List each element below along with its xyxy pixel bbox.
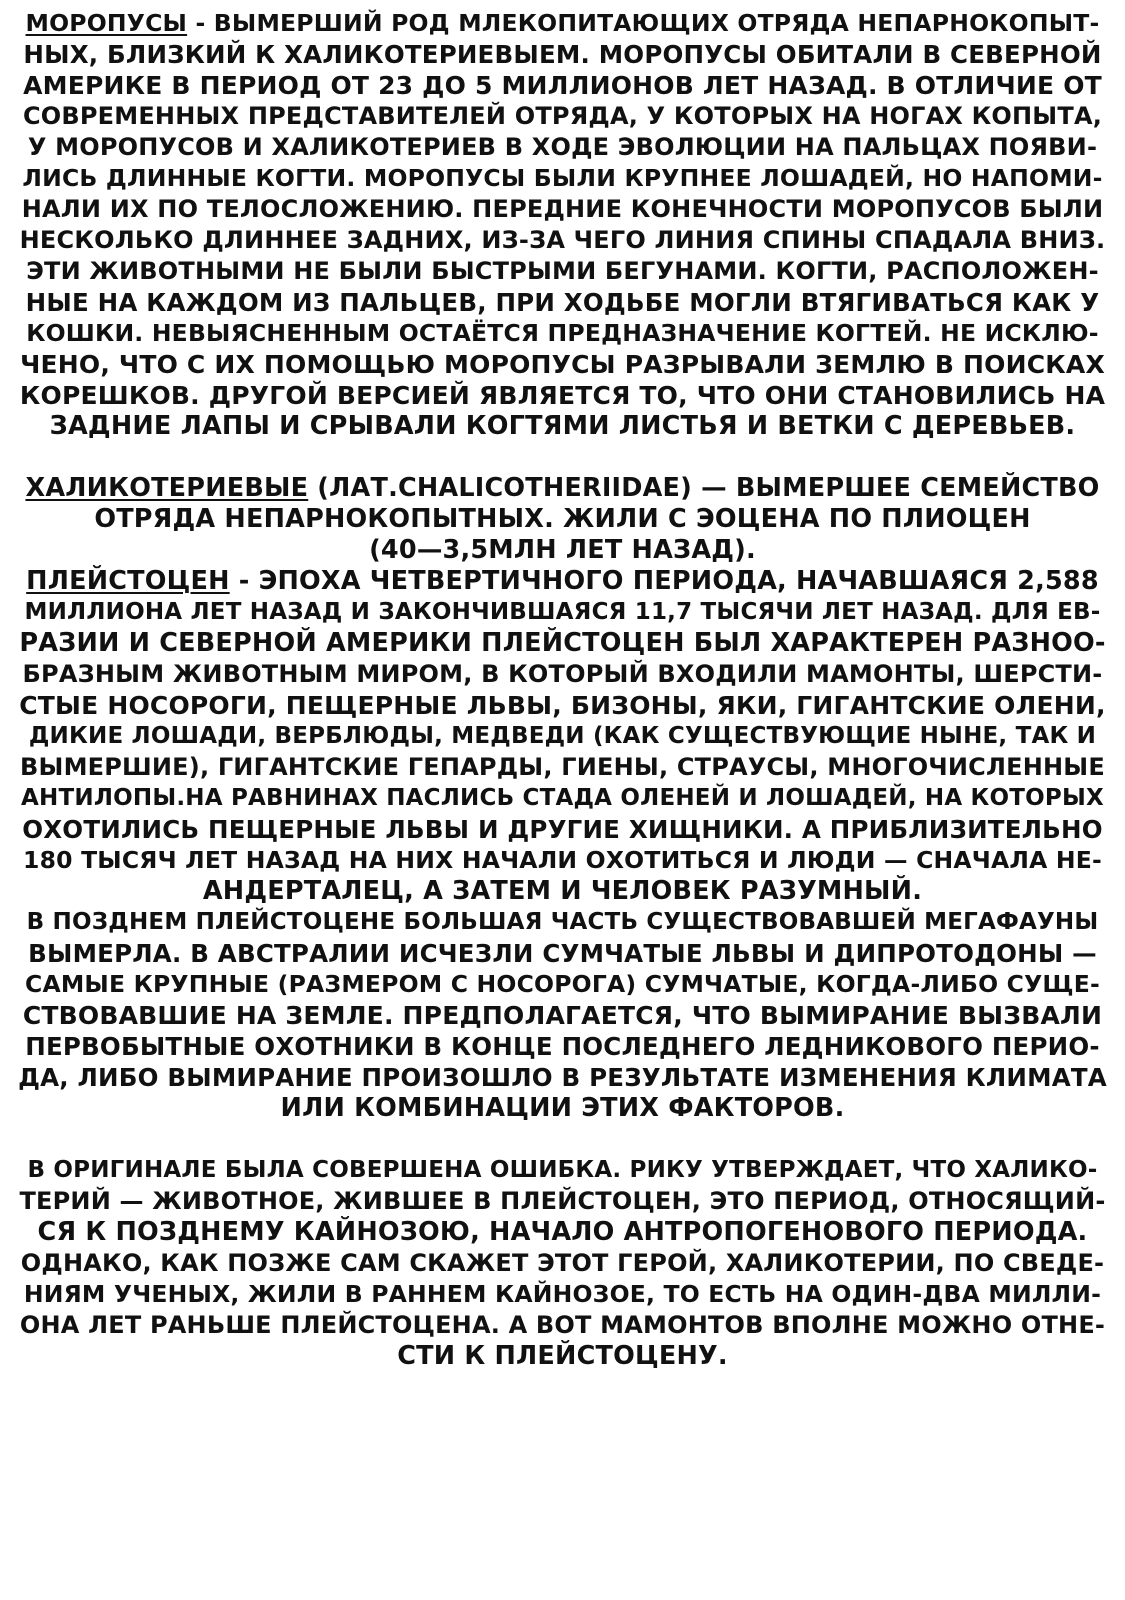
note-line: ИЛИ КОМБИНАЦИИ ЭТИХ ФАКТОРОВ. xyxy=(280,1093,845,1123)
note-line: СТИ К ПЛЕЙСТОЦЕНУ. xyxy=(397,1341,728,1371)
note-line: 180 ТЫСЯЧ ЛЕТ НАЗАД НА НИХ НАЧАЛИ ОХОТИТЬСЯ И ЛЮДИ — СНАЧАЛА НЕ- xyxy=(23,846,1102,874)
note-moropus xyxy=(18,8,1107,442)
note-line: КОШКИ. НЕВЫЯСНЕННЫМ ОСТАЁТСЯ ПРЕДНАЗНАЧЕНИЕ КОГТЕЙ. НЕ ИСКЛЮ- xyxy=(26,319,1099,347)
note-line: СТВОВАВШИЕ НА ЗЕМЛЕ. ПРЕДПОЛАГАЕТСЯ, ЧТО ВЫМИРАНИЕ ВЫЗВАЛИ xyxy=(22,1001,1103,1030)
note-line: КОРЕШКОВ. ДРУГОЙ ВЕРСИЕЙ ЯВЛЯЕТСЯ ТО, ЧТО ОНИ СТАНОВИЛИСЬ НА xyxy=(19,381,1106,410)
note-line-text: - ВЫМЕРШИЙ РОД МЛЕКОПИТАЮЩИХ ОТРЯДА НЕПАРНОКОПЫТ- xyxy=(187,9,1100,37)
note-line: МИЛЛИОНА ЛЕТ НАЗАД И ЗАКОНЧИВШАЯСЯ 11,7 ТЫСЯЧИ ЛЕТ НАЗАД. ДЛЯ ЕВ- xyxy=(24,599,1101,625)
note-line: АМЕРИКЕ В ПЕРИОД ОТ 23 ДО 5 МИЛЛИОНОВ ЛЕТ НАЗАД. В ОТЛИЧИЕ ОТ xyxy=(23,71,1102,100)
note-line: ВЫМЕРШИЕ), ГИГАНТСКИЕ ГЕПАРДЫ, ГИЕНЫ, СТРАУСЫ, МНОГОЧИСЛЕННЫЕ xyxy=(20,753,1105,781)
note-line: ОХОТИЛИСЬ ПЕЩЕРНЫЕ ЛЬВЫ И ДРУГИЕ ХИЩНИКИ. А ПРИБЛИЗИТЕЛЬНО xyxy=(22,815,1103,844)
term-pleistocene: ПЛЕЙСТОЦЕН xyxy=(26,566,230,596)
note-line xyxy=(18,473,1107,504)
note-line: НЕСКОЛЬКО ДЛИННЕЕ ЗАДНИХ, ИЗ-ЗА ЧЕГО ЛИНИЯ СПИНЫ СПАДАЛА ВНИЗ. xyxy=(19,226,1106,254)
note-line: У МОРОПУСОВ И ХАЛИКОТЕРИЕВ В ХОДЕ ЭВОЛЮЦИИ НА ПАЛЬЦАХ ПОЯВИ- xyxy=(27,133,1098,161)
note-line: НЫХ, БЛИЗКИЙ К ХАЛИКОТЕРИЕВЫЕМ. МОРОПУСЫ ОБИТАЛИ В СЕВЕРНОЙ xyxy=(23,40,1102,69)
note-line: ЧЕНО, ЧТО С ИХ ПОМОЩЬЮ МОРОПУСЫ РАЗРЫВАЛИ ЗЕМЛЮ В ПОИСКАХ xyxy=(20,350,1105,379)
note-line: ДИКИЕ ЛОШАДИ, ВЕРБЛЮДЫ, МЕДВЕДИ (КАК СУЩЕСТВУЮЩИЕ НЫНЕ, ТАК И xyxy=(28,723,1097,749)
note-line: НЫЕ НА КАЖДОМ ИЗ ПАЛЬЦЕВ, ПРИ ХОДЬБЕ МОГЛИ ВТЯГИВАТЬСЯ КАК У xyxy=(25,288,1100,317)
note-line: ОНА ЛЕТ РАНЬШЕ ПЛЕЙСТОЦЕНА. А ВОТ МАМОНТОВ ВПОЛНЕ МОЖНО ОТНЕ- xyxy=(19,1311,1106,1339)
note-line-text: (ЛАТ.CHALICOTHERIIDAE) — ВЫМЕРШЕЕ СЕМЕЙСТВО xyxy=(308,473,1100,503)
note-line: ОДНАКО, КАК ПОЗЖЕ САМ СКАЖЕТ ЭТОТ ГЕРОЙ, ХАЛИКОТЕРИИ, ПО СВЕДЕ- xyxy=(20,1249,1105,1277)
note-pleistocene xyxy=(18,566,1107,1124)
note-line: САМЫЕ КРУПНЫЕ (РАЗМЕРОМ С НОСОРОГА) СУМЧАТЫЕ, КОГДА-ЛИБО СУЩЕ- xyxy=(25,970,1100,998)
note-chalicotheriidae xyxy=(18,473,1107,566)
note-line xyxy=(18,566,1107,597)
note-line: В ОРИГИНАЛЕ БЫЛА СОВЕРШЕНА ОШИБКА. РИКУ УТВЕРЖДАЕТ, ЧТО ХАЛИКО- xyxy=(27,1157,1098,1183)
note-line: ЗАДНИЕ ЛАПЫ И СРЫВАЛИ КОГТЯМИ ЛИСТЬЯ И ВЕТКИ С ДЕРЕВЬЕВ. xyxy=(49,411,1076,441)
note-line: СЯ К ПОЗДНЕМУ КАЙНОЗОЮ, НАЧАЛО АНТРОПОГЕНОВОГО ПЕРИОДА. xyxy=(37,1217,1088,1247)
note-line: ПЕРВОБЫТНЫЕ ОХОТНИКИ В КОНЦЕ ПОСЛЕДНЕГО ЛЕДНИКОВОГО ПЕРИО- xyxy=(25,1032,1100,1061)
note-line: ТЕРИЙ — ЖИВОТНОЕ, ЖИВШЕЕ В ПЛЕЙСТОЦЕН, ЭТО ПЕРИОД, ОТНОСЯЩИЙ- xyxy=(19,1187,1106,1215)
note-line-text: - ЭПОХА ЧЕТВЕРТИЧНОГО ПЕРИОДА, НАЧАВШАЯСЯ 2,588 xyxy=(229,566,1099,596)
note-line xyxy=(18,8,1107,39)
note-line: ЭТИ ЖИВОТНЫМИ НЕ БЫЛИ БЫСТРЫМИ БЕГУНАМИ. КОГТИ, РАСПОЛОЖЕН- xyxy=(26,257,1099,285)
note-line: НИЯМ УЧЕНЫХ, ЖИЛИ В РАННЕМ КАЙНОЗОЕ, ТО ЕСТЬ НА ОДИН-ДВА МИЛЛИ- xyxy=(23,1280,1102,1308)
term-chalicotheriidae: ХАЛИКОТЕРИЕВЫЕ xyxy=(25,473,309,503)
note-line: ВЫМЕРЛА. В АВСТРАЛИИ ИСЧЕЗЛИ СУМЧАТЫЕ ЛЬВЫ И ДИПРОТОДОНЫ — xyxy=(28,939,1097,968)
note-line: АНДЕРТАЛЕЦ, А ЗАТЕМ И ЧЕЛОВЕК РАЗУМНЫЙ. xyxy=(202,876,923,906)
note-line: СТЫЕ НОСОРОГИ, ПЕЩЕРНЫЕ ЛЬВЫ, БИЗОНЫ, ЯКИ, ГИГАНТСКИЕ ОЛЕНИ, xyxy=(19,691,1106,720)
paragraph-gap xyxy=(18,1124,1107,1155)
note-line: ДА, ЛИБО ВЫМИРАНИЕ ПРОИЗОШЛО В РЕЗУЛЬТАТЕ ИЗМЕНЕНИЯ КЛИМАТА xyxy=(18,1063,1107,1092)
note-line: В ПОЗДНЕМ ПЛЕЙСТОЦЕНЕ БОЛЬШАЯ ЧАСТЬ СУЩЕСТВОВАВШЕЙ МЕГАФАУНЫ xyxy=(26,909,1099,935)
note-line: (40—3,5МЛН ЛЕТ НАЗАД). xyxy=(369,535,756,565)
note-erratum xyxy=(18,1155,1107,1372)
note-line: АНТИЛОПЫ.НА РАВНИНАХ ПАСЛИСЬ СТАДА ОЛЕНЕЙ И ЛОШАДЕЙ, НА КОТОРЫХ xyxy=(21,785,1104,811)
note-line: СОВРЕМЕННЫХ ПРЕДСТАВИТЕЛЕЙ ОТРЯДА, У КОТОРЫХ НА НОГАХ КОПЫТА, xyxy=(22,102,1103,130)
note-line: НАЛИ ИХ ПО ТЕЛОСЛОЖЕНИЮ. ПЕРЕДНИЕ КОНЕЧНОСТИ МОРОПУСОВ БЫЛИ xyxy=(21,195,1104,223)
term-moropus: МОРОПУСЫ xyxy=(25,9,188,37)
note-line: ОТРЯДА НЕПАРНОКОПЫТНЫХ. ЖИЛИ С ЭОЦЕНА ПО ПЛИОЦЕН xyxy=(94,504,1031,534)
note-line: ЛИСЬ ДЛИННЫЕ КОГТИ. МОРОПУСЫ БЫЛИ КРУПНЕЕ ЛОШАДЕЙ, НО НАПОМИ- xyxy=(22,164,1103,192)
translator-notes-page xyxy=(18,8,1107,1372)
note-line: БРАЗНЫМ ЖИВОТНЫМ МИРОМ, В КОТОРЫЙ ВХОДИЛИ МАМОНТЫ, ШЕРСТИ- xyxy=(22,660,1103,688)
note-line: РАЗИИ И СЕВЕРНОЙ АМЕРИКИ ПЛЕЙСТОЦЕН БЫЛ ХАРАКТЕРЕН РАЗНОО- xyxy=(19,628,1106,658)
paragraph-gap xyxy=(18,442,1107,473)
